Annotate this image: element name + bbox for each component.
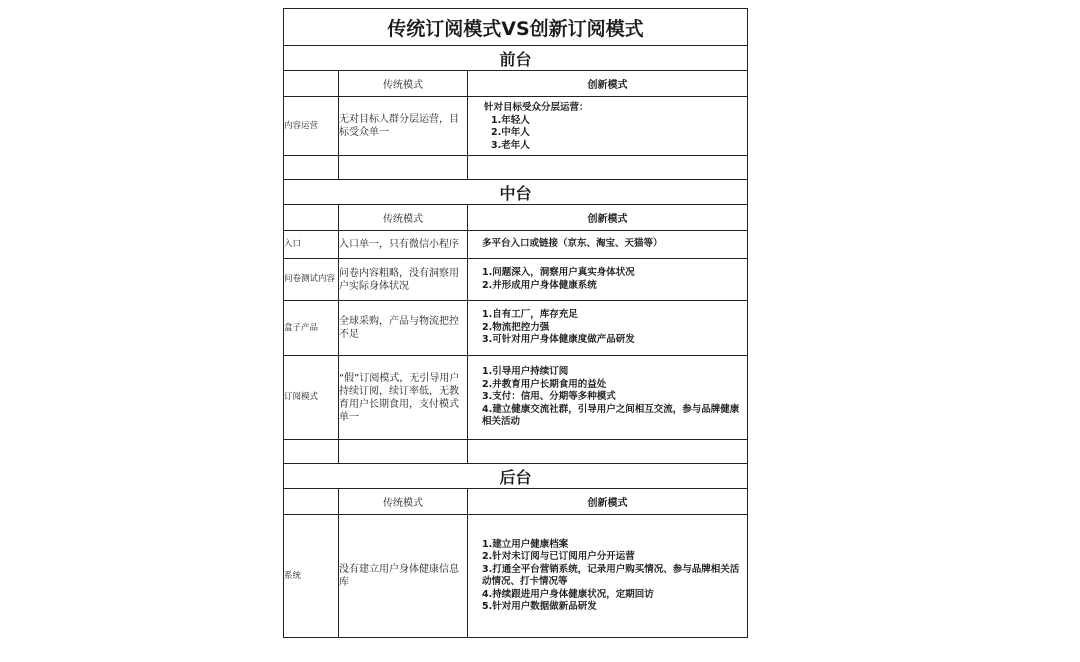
row-traditional: 无对目标人群分层运营，目标受众单一 (339, 97, 468, 156)
row-innovative (468, 301, 748, 356)
comparison-sheet (283, 8, 748, 638)
blank-cell (339, 440, 468, 464)
blank-row (284, 156, 748, 180)
table-row (284, 97, 748, 156)
blank-cell (339, 156, 468, 180)
innovative-item: 2.物流把控力强 (482, 321, 550, 333)
section-middle-title: 中台 (284, 180, 748, 205)
innovative-item: 2.并教育用户长期食用的益处 (482, 378, 607, 390)
middle-header-innovative: 创新模式 (468, 205, 748, 231)
innovative-item: 3.老年人 (491, 139, 530, 151)
row-category: 盒子产品 (284, 301, 339, 356)
innovative-item: 3.支付：信用、分期等多种模式 (482, 391, 616, 403)
innovative-item: 1.问题深入，洞察用户真实身体状况 (482, 267, 635, 278)
row-traditional: 问卷内容粗略，没有洞察用户实际身体状况 (339, 259, 468, 301)
back-header-row (284, 489, 748, 515)
table-row (284, 356, 748, 440)
row-innovative (468, 97, 748, 156)
row-category: 问卷测试内容 (284, 259, 339, 301)
row-traditional: 入口单一，只有微信小程序 (339, 231, 468, 259)
middle-header-traditional: 传统模式 (339, 205, 468, 231)
back-header-traditional: 传统模式 (339, 489, 468, 515)
back-header-empty (284, 489, 339, 515)
middle-header-empty (284, 205, 339, 231)
table-row (284, 231, 748, 259)
blank-cell (284, 156, 339, 180)
table-row (284, 301, 748, 356)
row-category: 订阅模式 (284, 356, 339, 440)
innovative-item: 3.打通全平台营销系统，记录用户购买情况、参与品牌相关活动情况、打卡情况等 (482, 563, 740, 587)
section-back-title: 后台 (284, 464, 748, 489)
sheet-title: 传统订阅模式VS创新订阅模式 (284, 9, 748, 46)
row-innovative (468, 356, 748, 440)
front-header-innovative: 创新模式 (468, 71, 748, 97)
row-traditional: 没有建立用户身体健康信息库 (339, 515, 468, 638)
innovative-item: 多平台入口或链接（京东、淘宝、天猫等） (482, 238, 663, 250)
innovative-item: 1.建立用户健康档案 (482, 538, 569, 550)
row-category: 内容运营 (284, 97, 339, 156)
row-traditional: “假”订阅模式，无引导用户持续订阅，续订率低，无教育用户长期食用，支付模式单一 (339, 356, 468, 440)
table-row (284, 259, 748, 301)
blank-cell (468, 156, 748, 180)
innovative-lead: 针对目标受众分层运营： (484, 102, 589, 113)
blank-cell (284, 440, 339, 464)
innovative-item: 4.建立健康交流社群，引导用户之间相互交流，参与品牌健康相关活动 (482, 403, 740, 428)
front-header-traditional: 传统模式 (339, 71, 468, 97)
innovative-item: 1.引导用户持续订阅 (482, 366, 569, 378)
innovative-item: 2.中年人 (491, 127, 530, 138)
innovative-item: 1.自有工厂，库存充足 (482, 309, 578, 321)
back-header-innovative: 创新模式 (468, 489, 748, 515)
innovative-item: 2.针对未订阅与已订阅用户分开运营 (482, 551, 635, 562)
table-row (284, 515, 748, 638)
front-header-row (284, 71, 748, 97)
innovative-item: 1.年轻人 (491, 114, 530, 126)
blank-row (284, 440, 748, 464)
blank-cell (468, 440, 748, 464)
row-category: 系统 (284, 515, 339, 638)
innovative-item: 5.针对用户数据做新品研发 (482, 601, 597, 612)
innovative-item: 2.并形成用户身体健康系统 (482, 279, 597, 291)
middle-header-row (284, 205, 748, 231)
row-innovative (468, 231, 748, 259)
row-innovative (468, 259, 748, 301)
row-traditional: 全球采购，产品与物流把控不足 (339, 301, 468, 356)
innovative-item: 4.持续跟进用户身体健康状况，定期回访 (482, 588, 654, 600)
row-category: 入口 (284, 231, 339, 259)
innovative-item: 3.可针对用户身体健康度做产品研发 (482, 334, 635, 346)
row-innovative (468, 515, 748, 638)
section-front-title: 前台 (284, 46, 748, 71)
front-header-empty (284, 71, 339, 97)
